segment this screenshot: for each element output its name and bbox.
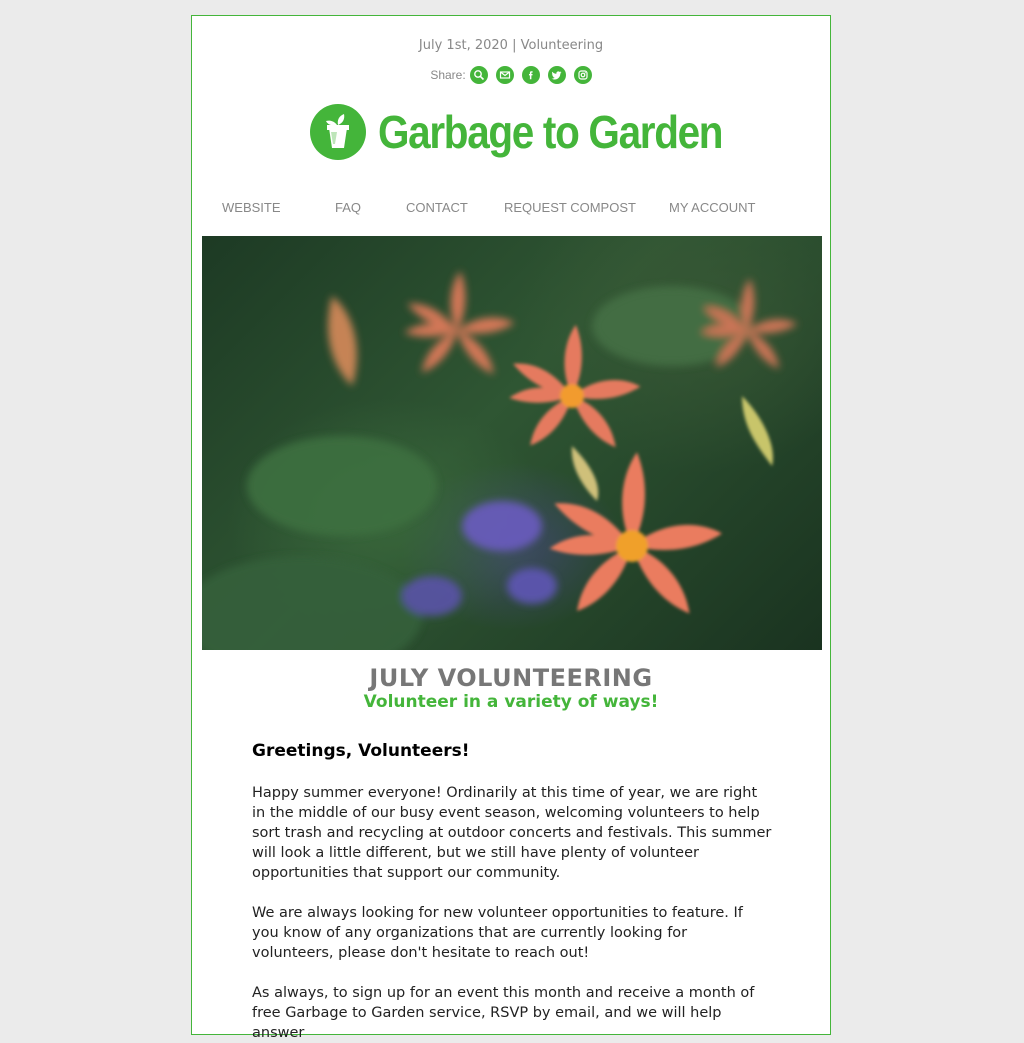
lily-flowers-photo <box>202 236 822 650</box>
meta-separator: | <box>512 38 517 53</box>
share-label: Share: <box>430 68 466 82</box>
paragraph: As always, to sign up for an event this month and receive a month of free Garbage to Garden service, RSVP by email, and we will help answer <box>252 985 755 1041</box>
share-bar <box>192 66 830 84</box>
hero-image <box>202 236 822 650</box>
nav-faq[interactable]: FAQ <box>335 200 362 215</box>
greeting: Greetings, Volunteers! <box>252 741 470 761</box>
article-subtitle: Volunteer in a variety of ways! <box>363 692 659 712</box>
brand-logo[interactable] <box>310 104 769 160</box>
facebook-icon[interactable] <box>522 66 540 84</box>
paragraph: Happy summer everyone! Ordinarily at this time of year, we are right in the middle of our busy event season, welcoming volunteers to help sort trash and recycling at outdoor concerts and festivals. This summer will look a little different, but we still have plenty of volunteer opportunities that support our community. <box>252 785 772 881</box>
article-title: JULY VOLUNTEERING <box>369 664 653 692</box>
instagram-icon[interactable] <box>574 66 592 84</box>
nav-my-account[interactable]: MY ACCOUNT <box>669 200 756 215</box>
nav-contact[interactable]: CONTACT <box>406 200 468 215</box>
paragraph: We are always looking for new volunteer opportunities to feature. If you know of any organizations that are currently looking for volunteers, please don't hesitate to reach out! <box>252 905 743 961</box>
issue-category: Volunteering <box>520 38 604 53</box>
nav-request-compost[interactable]: REQUEST COMPOST <box>504 200 636 215</box>
search-icon[interactable] <box>470 66 488 84</box>
email-icon[interactable] <box>496 66 514 84</box>
twitter-icon[interactable] <box>548 66 566 84</box>
issue-meta <box>192 38 830 53</box>
flower-pot-icon <box>310 104 366 160</box>
nav-website[interactable]: WEBSITE <box>222 200 281 215</box>
email-card <box>191 15 831 1041</box>
issue-date: July 1st, 2020 <box>418 38 508 53</box>
brand-name: Garbage to Garden <box>378 106 723 158</box>
